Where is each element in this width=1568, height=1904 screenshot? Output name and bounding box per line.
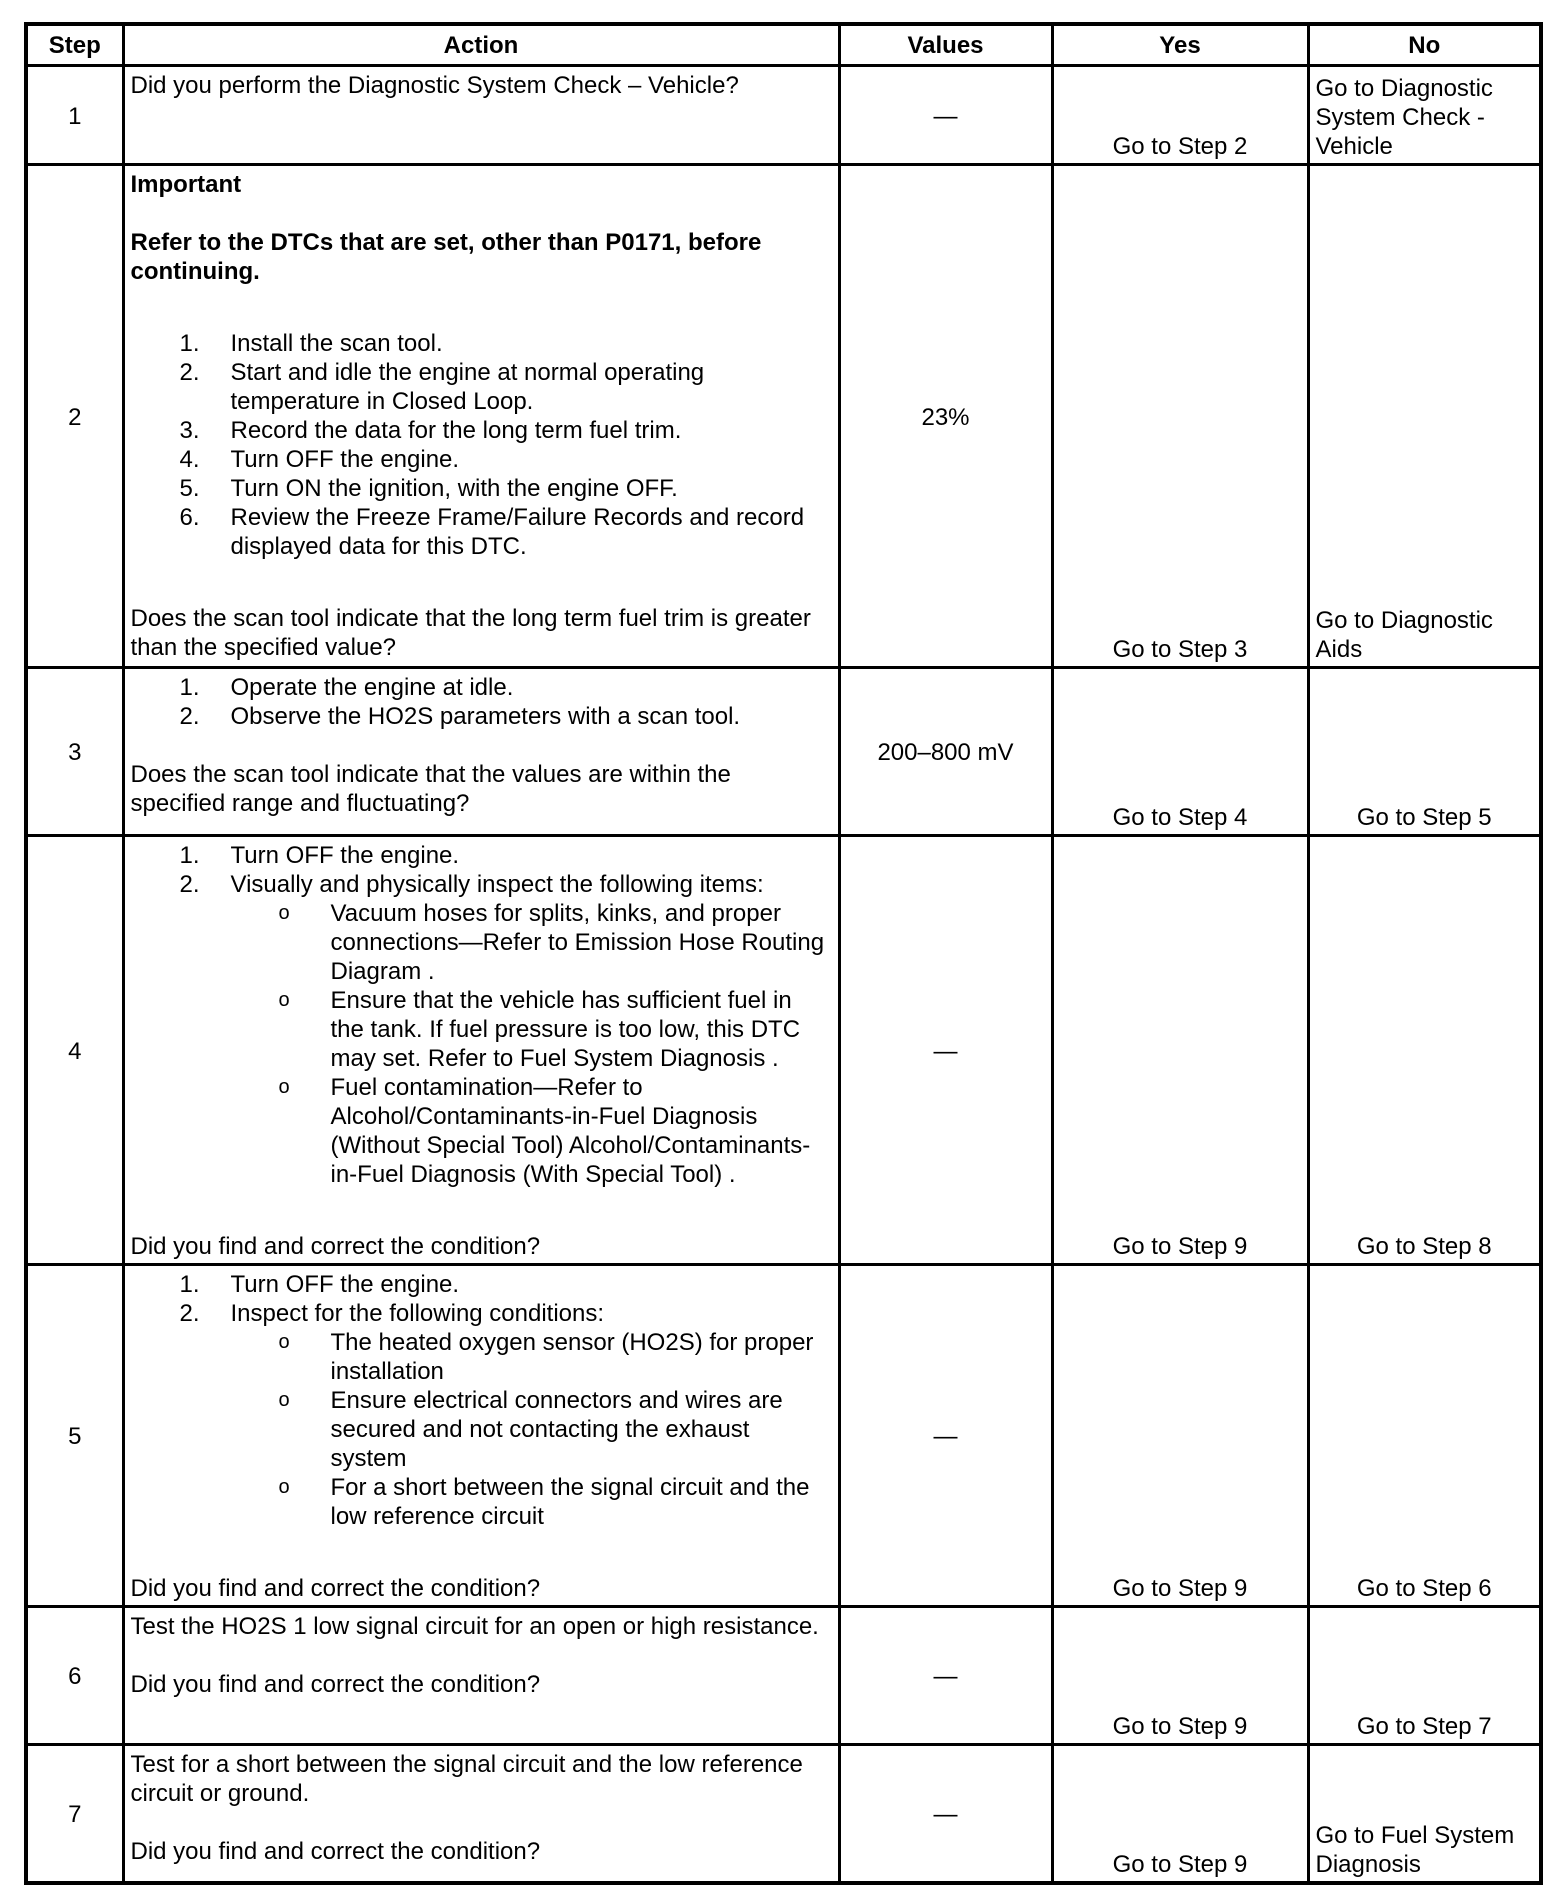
step-number: 6	[26, 1607, 123, 1745]
table-row	[26, 66, 1541, 165]
no-cell: Go to Diagnostic Aids	[1308, 165, 1541, 668]
header-row	[26, 24, 1541, 66]
step-number: 4	[26, 836, 123, 1265]
list-item: 5. Turn ON the ignition, with the engine OFF.	[179, 475, 678, 502]
header-values: Values	[839, 24, 1052, 66]
table-row	[26, 1745, 1541, 1883]
action-cell	[123, 66, 839, 165]
list-item: 4. Turn OFF the engine.	[179, 446, 460, 473]
table-row	[26, 668, 1541, 836]
sub-list-item: o Ensure that the vehicle has sufficient fuel in the tank. If fuel pressure is too low, this DTC may set. Refer to Fuel System Diagnosis .	[278, 987, 801, 1072]
action-question: Did you find and correct the condition?	[130, 1233, 541, 1260]
value-cell: —	[839, 1265, 1052, 1607]
yes-cell: Go to Step 3	[1052, 165, 1308, 668]
list-item: 1. Turn OFF the engine.	[179, 1271, 460, 1298]
sub-list	[131, 899, 832, 1189]
value-cell: 23%	[839, 165, 1052, 668]
action-cell	[123, 668, 839, 836]
yes-cell: Go to Step 2	[1052, 66, 1308, 165]
step-list	[131, 329, 832, 561]
yes-cell: Go to Step 9	[1052, 1265, 1308, 1607]
action-question: Did you find and correct the condition?	[130, 1671, 541, 1698]
action-cell	[123, 836, 839, 1265]
step-list	[131, 1270, 832, 1531]
action-question: Did you perform the Diagnostic System Check – Vehicle?	[130, 72, 739, 99]
action-cell	[123, 1745, 839, 1883]
sub-list-item: o Vacuum hoses for splits, kinks, and proper connections—Refer to Emission Hose Routing Diagram .	[278, 900, 825, 985]
action-question: Did you find and correct the condition?	[130, 1838, 541, 1865]
sub-list-item: o Fuel contamination—Refer to Alcohol/Contaminants-in-Fuel Diagnosis (Without Special Tool) Alcohol/Contaminants-in-Fuel Diagnosis (With Special Tool) .	[278, 1074, 811, 1188]
no-cell: Go to Fuel System Diagnosis	[1308, 1745, 1541, 1883]
action-cell	[123, 165, 839, 668]
list-item: 2. Inspect for the following conditions: o The heated oxygen sensor (HO2S) for proper installation o Ensure electrical connectors and wires are secured and not contacting the exhaust system o For a short between the signal circuit and the low reference circuit	[131, 1299, 832, 1531]
header-action: Action	[123, 24, 839, 66]
header-no: No	[1308, 24, 1541, 66]
header-step: Step	[26, 24, 123, 66]
yes-cell: Go to Step 4	[1052, 668, 1308, 836]
step-list	[131, 841, 832, 1189]
no-cell: Go to Step 7	[1308, 1607, 1541, 1745]
no-cell: Go to Step 5	[1308, 668, 1541, 836]
sub-list-item: o The heated oxygen sensor (HO2S) for proper installation	[278, 1329, 814, 1385]
sub-list-item: o Ensure electrical connectors and wires are secured and not contacting the exhaust system	[278, 1387, 783, 1472]
header-yes: Yes	[1052, 24, 1308, 66]
step-number: 2	[26, 165, 123, 668]
sub-list-item: o For a short between the signal circuit and the low reference circuit	[278, 1474, 810, 1530]
action-text: Test the HO2S 1 low signal circuit for an open or high resistance.	[130, 1613, 819, 1640]
important-text: Refer to the DTCs that are set, other than P0171, before continuing.	[130, 229, 762, 285]
list-item: 3. Record the data for the long term fuel trim.	[179, 417, 682, 444]
action-question: Does the scan tool indicate that the values are within the specified range and fluctuating?	[130, 761, 731, 817]
table-row	[26, 836, 1541, 1265]
table-row	[26, 1607, 1541, 1745]
value-cell: —	[839, 1745, 1052, 1883]
list-item: 1. Operate the engine at idle.	[179, 674, 514, 701]
step-number: 7	[26, 1745, 123, 1883]
value-cell: —	[839, 66, 1052, 165]
diagnostic-table-container	[24, 22, 1539, 1885]
no-cell: Go to Step 8	[1308, 836, 1541, 1265]
list-item: 1. Turn OFF the engine.	[179, 842, 460, 869]
action-text: Test for a short between the signal circuit and the low reference circuit or ground.	[130, 1751, 803, 1807]
list-item: 2. Start and idle the engine at normal operating temperature in Closed Loop.	[179, 359, 705, 415]
sub-list	[131, 1328, 832, 1531]
important-label: Important	[130, 171, 242, 198]
step-number: 3	[26, 668, 123, 836]
no-cell: Go to Step 6	[1308, 1265, 1541, 1607]
action-cell	[123, 1265, 839, 1607]
step-number: 5	[26, 1265, 123, 1607]
list-item: 1. Install the scan tool.	[179, 330, 443, 357]
action-question: Does the scan tool indicate that the long term fuel trim is greater than the specified value?	[130, 605, 811, 661]
step-list	[131, 673, 832, 731]
action-cell	[123, 1607, 839, 1745]
diagnostic-table	[24, 22, 1543, 1885]
yes-cell: Go to Step 9	[1052, 1607, 1308, 1745]
list-item: 2. Visually and physically inspect the following items: o Vacuum hoses for splits, kinks, and proper connections—Refer to Emission Hose Routing Diagram . o Ensure that the vehicle has sufficient fuel in the tank. If fuel pressure is too low, this DTC may set. Refer to Fuel System Diagnosis . o Fuel contamination—Refer to Alcohol/Contaminants-in-Fuel Diagnosis (Without Special Tool) Alcohol/Contaminants-in-Fuel Diagnosis (With Special Tool) .	[131, 870, 832, 1189]
action-question: Did you find and correct the condition?	[130, 1575, 541, 1602]
list-item: 6. Review the Freeze Frame/Failure Records and record displayed data for this DTC.	[179, 504, 805, 560]
yes-cell: Go to Step 9	[1052, 836, 1308, 1265]
value-cell: —	[839, 836, 1052, 1265]
list-item: 2. Observe the HO2S parameters with a scan tool.	[179, 703, 741, 730]
table-row	[26, 1265, 1541, 1607]
yes-cell: Go to Step 9	[1052, 1745, 1308, 1883]
value-cell: 200–800 mV	[839, 668, 1052, 836]
table-row	[26, 165, 1541, 668]
value-cell: —	[839, 1607, 1052, 1745]
step-number: 1	[26, 66, 123, 165]
no-cell: Go to Diagnostic System Check - Vehicle	[1308, 66, 1541, 165]
